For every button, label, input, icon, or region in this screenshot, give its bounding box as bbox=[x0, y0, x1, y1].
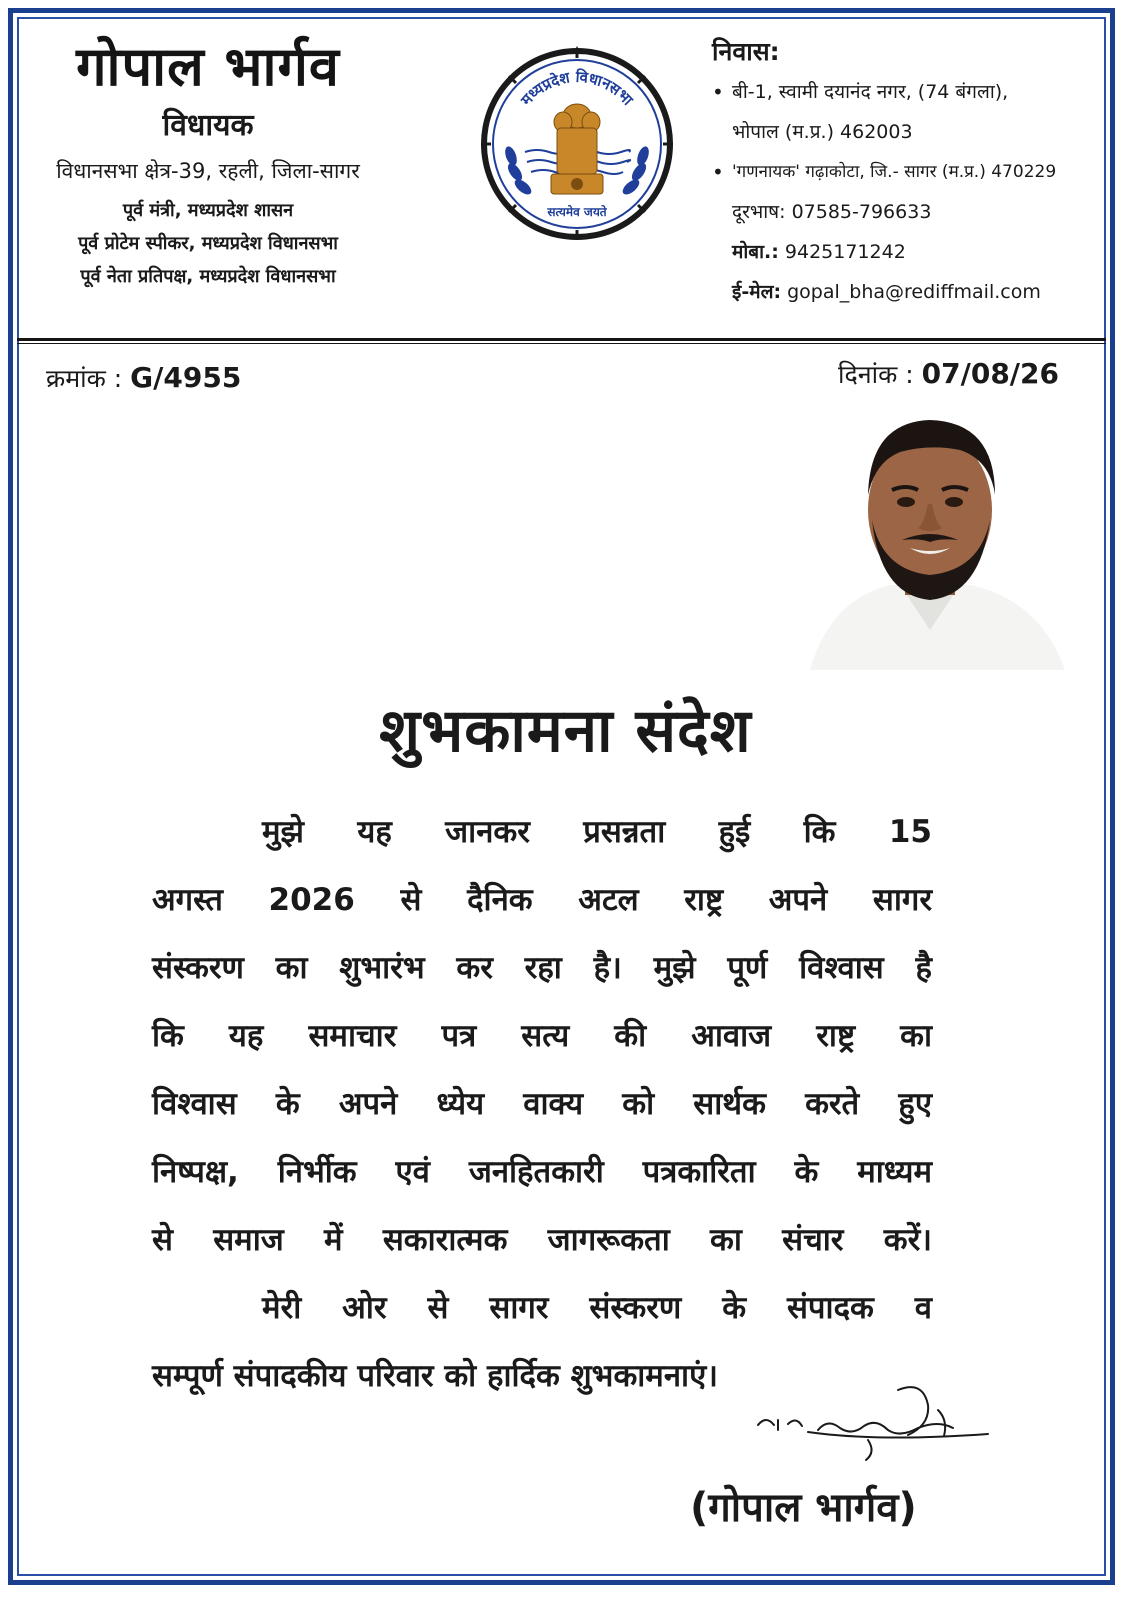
letter-heading: शुभकामना संदेश bbox=[379, 696, 752, 766]
body-line-3: संस्करण का शुभारंभ कर रहा है। मुझे पूर्ण विश्वास है bbox=[152, 950, 932, 986]
phone-label: दूरभाष: bbox=[732, 201, 786, 223]
vidhan-sabha-seal-logo bbox=[477, 44, 677, 244]
body-line-6: निष्पक्ष, निर्भीक एवं जनहितकारी पत्रकारिता के माध्यम bbox=[152, 1154, 932, 1190]
address-2 bbox=[712, 152, 1102, 192]
email-address: gopal_bha@rediffmail.com bbox=[787, 281, 1041, 303]
mla-role: विधायक bbox=[162, 108, 254, 143]
letter-body bbox=[152, 798, 932, 1410]
mobile-row bbox=[712, 232, 1102, 272]
reference-number bbox=[46, 360, 241, 397]
email-row bbox=[712, 272, 1102, 312]
address-1 bbox=[712, 72, 1102, 112]
header-divider bbox=[17, 338, 1106, 341]
date-label: दिनांक : bbox=[838, 360, 914, 389]
body-line-5: विश्वास के अपने ध्येय वाक्य को सार्थक करते हुए bbox=[152, 1086, 932, 1122]
letterhead-left bbox=[18, 32, 398, 293]
phone-row bbox=[712, 192, 1102, 232]
bullet-icon: • bbox=[712, 80, 724, 104]
body-line-2: अगस्त 2026 से दैनिक अटल राष्ट्र अपने सागर bbox=[152, 882, 932, 918]
portrait-photo bbox=[790, 400, 1070, 670]
residence-title: निवास: bbox=[712, 37, 780, 66]
mobile-number: 9425171242 bbox=[784, 241, 906, 263]
address-1-line-1: बी-1, स्वामी दयानंद नगर, (74 बंगला), bbox=[732, 81, 1009, 103]
signatory-name: (गोपाल भार्गव) bbox=[690, 1485, 917, 1531]
body-line-9: सम्पूर्ण संपादकीय परिवार को हार्दिक शुभकामनाएं। bbox=[152, 1358, 718, 1394]
post-1: पूर्व मंत्री, मध्यप्रदेश शासन bbox=[122, 200, 294, 221]
date-value: 07/08/26 bbox=[921, 357, 1059, 390]
post-3: पूर्व नेता प्रतिपक्ष, मध्यप्रदेश विधानसभा bbox=[80, 266, 336, 287]
body-line-4: कि यह समाचार पत्र सत्य की आवाज राष्ट्र का bbox=[152, 1018, 932, 1054]
bullet-icon: • bbox=[712, 160, 724, 184]
body-line-7: से समाज में सकारात्मक जागरूकता का संचार करें। bbox=[152, 1222, 932, 1258]
body-line-8: मेरी ओर से सागर संस्करण के संपादक व bbox=[262, 1290, 932, 1326]
seal-motto: सत्यमेव जयते bbox=[547, 205, 607, 219]
post-2: पूर्व प्रोटेम स्पीकर, मध्यप्रदेश विधानसभा bbox=[78, 233, 338, 254]
address-2-text: 'गणनायक' गढ़ाकोटा, जि.- सागर (म.प्र.) 470229 bbox=[732, 162, 1057, 182]
letter-date bbox=[838, 356, 1059, 393]
body-line-1: मुझे यह जानकर प्रसन्नता हुई कि 15 bbox=[262, 814, 932, 850]
seal-top-text: मध्यप्रदेश विधानसभा bbox=[517, 67, 637, 109]
residence-block bbox=[712, 32, 1102, 312]
phone-number: 07585-796633 bbox=[791, 201, 932, 223]
address-1-line-2: भोपाल (म.प्र.) 462003 bbox=[732, 121, 913, 143]
ref-label: क्रमांक : bbox=[46, 364, 123, 393]
constituency: विधानसभा क्षेत्र-39, रहली, जिला-सागर bbox=[56, 159, 360, 183]
mla-name: गोपाल भार्गव bbox=[76, 35, 340, 98]
former-posts bbox=[18, 194, 398, 293]
mobile-label: मोबा.: bbox=[732, 241, 779, 263]
ref-value: G/4955 bbox=[130, 361, 242, 394]
email-label: ई-मेल: bbox=[732, 281, 782, 303]
header-divider-thin bbox=[17, 343, 1106, 344]
